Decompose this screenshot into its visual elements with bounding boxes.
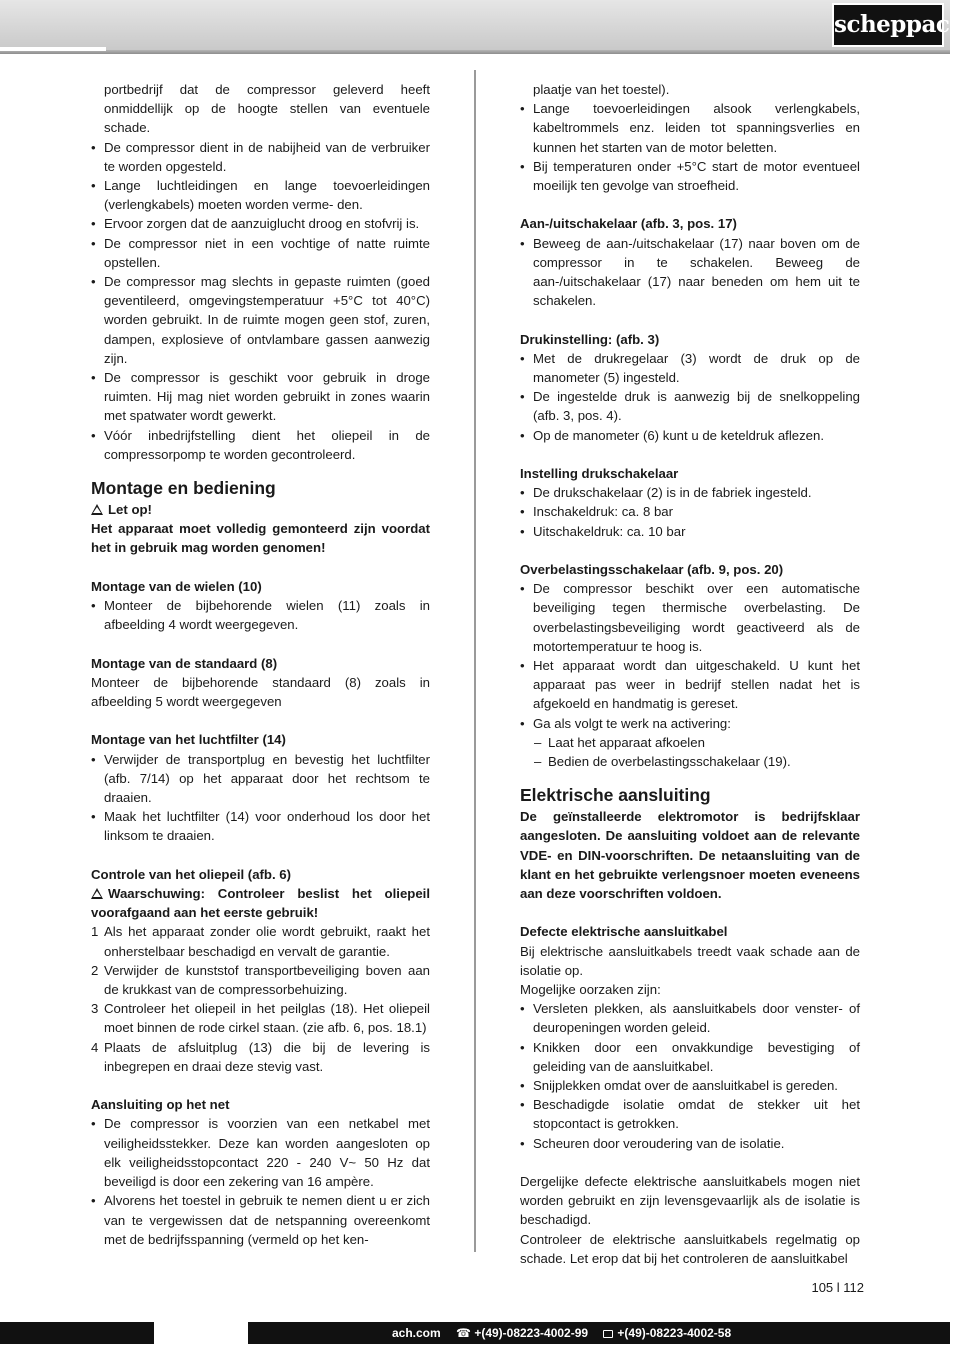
list-item: • De compressor is geschikt voor gebruik in droge ruimten. Hij mag niet worden gebruikt in zones waarin met spatwater wordt gewerkt.	[91, 368, 430, 426]
net-list	[91, 1114, 430, 1248]
list-item: • Versleten plekken, als aansluitkabels door venster- of deuropeningen worden geleid.	[520, 999, 860, 1037]
pressure-switch-list	[520, 483, 860, 541]
list-item: • Op de manometer (6) kunt u de keteldruk aflezen.	[520, 426, 860, 445]
list-item: • Beschadigde isolatie omdat de stekker uit het stopcontact is getrokken.	[520, 1095, 860, 1133]
column-divider	[474, 70, 476, 1252]
intro-continuation: portbedrijf dat de compressor geleverd heeft onmiddellijk op de hoogte stellen van eventuele schade.	[104, 82, 430, 136]
list-item: • De compressor dient in de nabijheid van de verbruiker te worden opgesteld.	[91, 138, 430, 176]
list-item: • De compressor beschikt over een automatische beveiliging tegen thermische overbelasting. De overbelastingsbeveiliging wordt geactiveerd als de motortemperatuur te hoog is.	[520, 579, 860, 656]
heading-pressure-switch: Instelling drukschakelaar	[520, 466, 679, 482]
list-item: – Bedien de overbelastingsschakelaar (19).	[520, 752, 860, 771]
intro-bullet-list	[91, 138, 430, 464]
page-number: 105 l 112	[811, 1280, 864, 1295]
heading-overload-switch: Overbelastingsschakelaar (afb. 9, pos. 20)	[520, 562, 784, 578]
footer-fax: +(49)-08223-4002-58	[603, 1326, 731, 1340]
heading-wheels: Montage van de wielen (10)	[91, 578, 262, 594]
warning-icon	[91, 888, 103, 899]
list-item: 2 Verwijder de kunststof transportbeveiliging boven aan de krukkast van de compressorbehuizing.	[91, 962, 430, 998]
oil-steps-list	[91, 922, 430, 1076]
left-column	[91, 80, 430, 1249]
list-item: 3 Controleer het oliepeil in het peilglas (18). Het oliepeil moet binnen de rode cirkel staan. (zie afb. 6, pos. 18.1)	[91, 1001, 430, 1036]
pressure-list	[520, 349, 860, 445]
footer-web[interactable]: ach.com	[392, 1326, 441, 1340]
list-item: • Bij temperaturen onder +5°C start de motor eventueel moeilijk ten gevolge van stroefheid.	[520, 157, 860, 195]
filter-list	[91, 750, 430, 846]
list-item: 1 Als het apparaat zonder olie wordt gebruikt, raakt het onherstelbaar beschadigd en vervalt de garantie.	[91, 924, 430, 959]
list-item: • Alvorens het toestel in gebruik te nemen dient u er zich van te vergewissen dat de netspanning overeenkomt met de bedrijfsspanning (vermeld op het ken-	[91, 1191, 430, 1249]
heading-defective-cable: Defecte elektrische aansluitkabel	[520, 924, 728, 940]
switch-list	[520, 234, 860, 311]
heading-stand: Montage van de standaard (8)	[91, 655, 278, 671]
list-item: • Met de drukregelaar (3) wordt de druk op de manometer (5) ingesteld.	[520, 349, 860, 387]
footer-phone: ☎ +(49)-08223-4002-99	[456, 1326, 589, 1340]
list-item: • Lange luchtleidingen en lange toevoerleidingen (verlengkabels) moeten worden verme- den.	[91, 176, 430, 214]
header-rule	[0, 50, 950, 54]
list-item: • Monteer de bijbehorende wielen (11) zoals in afbeelding 4 wordt weergegeven.	[91, 596, 430, 634]
list-item: • Maak het luchtfilter (14) voor onderhoud los door het linksom te draaien.	[91, 807, 430, 845]
electric-bold-text: De geïnstalleerde elektromotor is bedrijfsklaar aangesloten. De aansluiting voldoet aan de relevante VDE- en DIN-voorschriften. De netaansluiting van de klant en het gebruikte verlengsnoer moeten eveneens aan deze voorschriften voldoen.	[520, 809, 860, 902]
list-item: 4 Plaats de afsluitplug (13) die bij de levering is inbegrepen en draai deze stevig vast.	[91, 1039, 430, 1074]
list-item: • Scheuren door veroudering van de isolatie.	[520, 1134, 860, 1153]
wheels-list	[91, 596, 430, 634]
intro-continuation: plaatje van het toestel).	[533, 82, 670, 97]
list-item: • Verwijder de transportplug en bevestig het luchtfilter (afb. 7/14) op het apparaat door het rechtsom te draaien.	[91, 750, 430, 808]
intro-bullet-list	[520, 99, 860, 195]
defect-text: Bij elektrische aansluitkabels treedt vaak schade aan de isolatie op.	[520, 943, 860, 978]
list-item: • Het apparaat wordt dan uitgeschakeld. U kunt het apparaat pas weer in bedrijf stellen nadat het is afgekoeld en handmatig is gereset.	[520, 656, 860, 714]
heading-oil-level: Controle van het oliepeil (afb. 6)	[91, 866, 292, 882]
list-item: • Vóór inbedrijfstelling dient het oliepeil in de compressorpomp te worden gecontroleerd.	[91, 426, 430, 464]
section-heading-montage: Montage en bediening	[91, 478, 276, 499]
warning-text: Het apparaat moet volledig gemonteerd zijn voordat het in gebruik mag worden genomen!	[91, 521, 430, 556]
header-tab	[0, 47, 106, 51]
list-item: • Uitschakeldruk: ca. 10 bar	[520, 522, 860, 541]
section-heading-electric: Elektrische aansluiting	[520, 785, 711, 806]
list-item: – Laat het apparaat afkoelen	[520, 733, 860, 752]
footer-contact	[380, 1322, 800, 1344]
list-item: • De drukschakelaar (2) is in de fabriek ingesteld.	[520, 483, 860, 502]
list-item: • De ingestelde druk is aanwezig bij de snelkoppeling (afb. 3, pos. 4).	[520, 387, 860, 425]
scheppach-logo: scheppach	[832, 3, 944, 47]
heading-pressure-setting: Drukinstelling: (afb. 3)	[520, 331, 660, 347]
defect-text: Mogelijke oorzaken zijn:	[520, 982, 661, 998]
fax-icon	[603, 1330, 613, 1338]
footer-white-block	[154, 1322, 248, 1344]
list-item: • Ervoor zorgen dat de aanzuiglucht droog en stofvrij is.	[91, 214, 430, 233]
list-item: • De compressor mag slechts in gepaste ruimten (goed geventileerd, omgevingstemperatuur +5°C tot 40°C) worden gebruikt. In de ruimte mogen geen stof, zuren, dampen, explosieve of ontvlambare gassen aanwezig zijn.	[91, 272, 430, 368]
list-item: • De compressor niet in een vochtige of natte ruimte opstellen.	[91, 234, 430, 272]
list-item: • Inschakeldruk: ca. 8 bar	[520, 502, 860, 521]
heading-on-off-switch: Aan-/uitschakelaar (afb. 3, pos. 17)	[520, 216, 737, 232]
stand-text: Monteer de bijbehorende standaard (8) zoals in afbeelding 5 wordt weergegeven	[91, 674, 430, 710]
overload-dash-list	[520, 733, 860, 771]
heading-mains-connection: Aansluiting op het net	[91, 1097, 230, 1113]
defect-list	[520, 999, 860, 1153]
list-item: • De compressor is voorzien van een netkabel met veiligheidsstekker. Deze kan worden aangesloten op elk veiligheidsstopcontact 220 - 240 V~ 50 Hz dat beveiligd is door een zekering van 16 ampère.	[91, 1114, 430, 1191]
list-item: • Beweeg de aan-/uitschakelaar (17) naar boven om de compressor in te schakelen. Beweeg de aan-/uitschakelaar (17) naar beneden om hem uit te schakelen.	[520, 234, 860, 311]
header-band	[0, 0, 950, 50]
defect-text: Dergelijke defecte elektrische aansluitkabels mogen niet worden gebruikt en zijn levensgevaarlijk als de isolatie is beschadigd.	[520, 1174, 860, 1228]
oil-warning: Waarschuwing: Controleer beslist het oliepeil voorafgaand aan het eerste gebruik!	[91, 886, 430, 921]
defect-text: Controleer de elektrische aansluitkabels regelmatig op schade. Let erop dat bij het controleren de aansluitkabel	[520, 1231, 860, 1266]
list-item: • Knikken door een onvakkundige bevestiging of geleiding van de aansluitkabel.	[520, 1038, 860, 1076]
list-item: • Ga als volgt te werk na activering:	[520, 714, 860, 733]
heading-air-filter: Montage van het luchtfilter (14)	[91, 732, 286, 748]
warning-label: Let op!	[91, 500, 430, 519]
warning-icon	[91, 504, 103, 515]
right-column	[520, 80, 860, 1268]
overload-list	[520, 579, 860, 733]
list-item: • Snijplekken omdat over de aansluitkabel is gereden.	[520, 1076, 860, 1095]
list-item: • Lange toevoerleidingen alsook verlengkabels, kabeltrommels enz. leiden tot spanningsverlies en kunnen het starten van de motor beletten.	[520, 99, 860, 157]
